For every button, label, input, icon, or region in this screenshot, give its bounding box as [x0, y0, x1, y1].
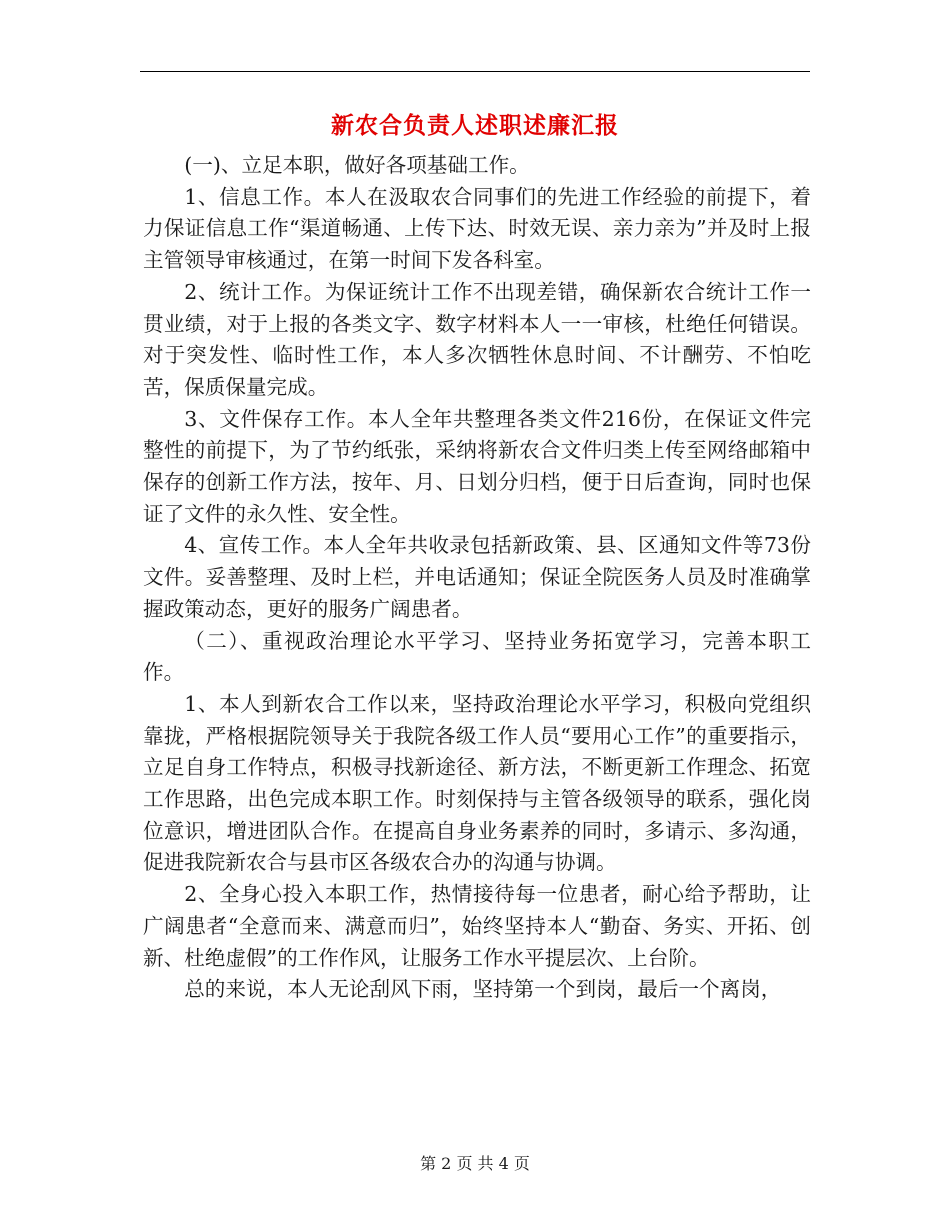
- paragraph-study-2: 2、全身心投入本职工作，热情接待每一位患者，耐心给予帮助，让广阔患者“全意而来、满意而归”，始终坚持本人“勤奋、务实、开拓、创新、杜绝虚假”的工作作风，让服务工作水平提层次、上台阶。: [143, 882, 811, 970]
- paragraph-info-work: 1、信息工作。本人在汲取农合同事们的先进工作经验的前提下，着力保证信息工作“渠道畅通、上传下达、时效无误、亲力亲为”并及时上报主管领导审核通过，在第一时间下发各科室。: [143, 184, 811, 273]
- document-title: 新农合负责人述职述廉汇报: [331, 112, 619, 139]
- paragraph-summary: 总的来说，本人无论刮风下雨，坚持第一个到岗，最后一个离岗，: [184, 977, 782, 1002]
- header-rule: [140, 71, 810, 72]
- paragraph-statistics-work: 2、统计工作。为保证统计工作不出现差错，确保新农合统计工作一贯业绩，对于上报的各类文字、数字材料本人一一审核，杜绝任何错误。对于突发性、临时性工作，本人多次牺牲休息时间、不计酬劳、不怕吃苦，保质保量完成。: [143, 279, 811, 399]
- paragraph-publicity-work: 4、宣传工作。本人全年共收录包括新政策、县、区通知文件等73份文件。妥善整理、及时上栏，并电话通知；保证全院医务人员及时准确掌握政策动态，更好的服务广阔患者。: [143, 533, 811, 621]
- document-body: [143, 150, 811, 1006]
- page-footer: 第 2 页 共 4 页: [420, 1154, 530, 1173]
- paragraph-study-1: 1、本人到新农合工作以来，坚持政治理论水平学习，积极向党组织靠拢，严格根据院领导关于我院各级工作人员“要用心工作”的重要指示，立足自身工作特点，积极寻找新途径、新方法，不断更新工作理念、拓宽工作思路，出色完成本职工作。时刻保持与主管各级领导的联系，强化岗位意识，增进团队合作。在提高自身业务素养的同时，多请示、多沟通，促进我院新农合与县市区各级农合办的沟通与协调。: [143, 691, 811, 875]
- paragraph-file-storage: 3、文件保存工作。本人全年共整理各类文件216份，在保证文件完整性的前提下，为了节约纸张，采纳将新农合文件归类上传至网络邮箱中保存的创新工作方法，按年、月、日划分归档，便于日后查询，同时也保证了文件的永久性、安全性。: [143, 406, 811, 526]
- paragraph-section-1-heading: (一)、立足本职，做好各项基础工作。: [184, 153, 530, 177]
- paragraph-section-2-heading: （二）、重视政治理论水平学习、坚持业务拓宽学习，完善本职工作。: [143, 628, 811, 685]
